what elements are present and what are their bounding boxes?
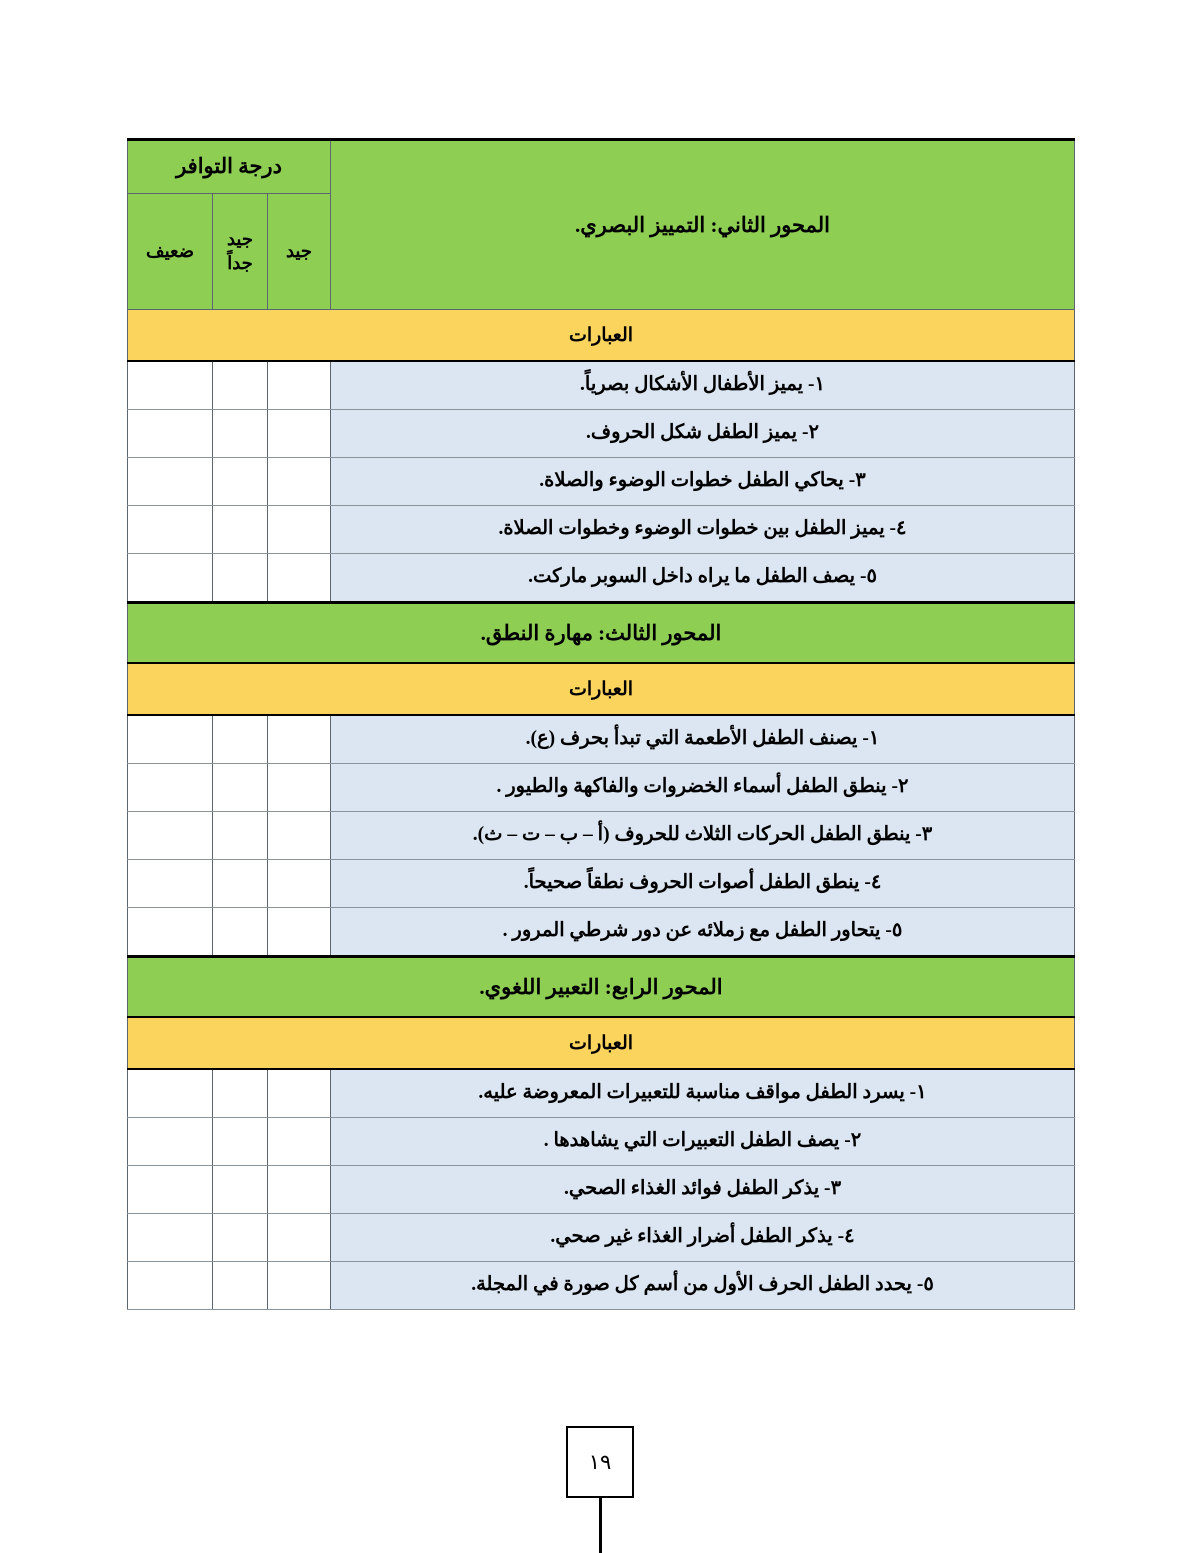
rating-mark-cell-1[interactable] [213, 764, 268, 812]
table-row [128, 764, 1075, 812]
statement-cell: ٤- ينطق الطفل أصوات الحروف نطقاً صحيحاً. [331, 860, 1075, 908]
items-band-label: العبارات [128, 310, 1075, 362]
statement-cell: ٣- ينطق الطفل الحركات الثلاث للحروف (أ – ب – ت – ث). [331, 812, 1075, 860]
rating-mark-cell-1[interactable] [213, 1166, 268, 1214]
items-band-row [128, 310, 1075, 362]
rating-mark-cell-0[interactable] [268, 1069, 331, 1118]
page-number-value: ١٩ [588, 1449, 612, 1474]
rating-mark-cell-0[interactable] [268, 1262, 331, 1310]
rating-column-header-1: جيد جداً [213, 194, 268, 310]
items-band-label: العبارات [128, 1017, 1075, 1069]
rating-mark-cell-0[interactable] [268, 410, 331, 458]
statement-cell: ٥- يتحاور الطفل مع زملائه عن دور شرطي المرور . [331, 908, 1075, 957]
table-row [128, 715, 1075, 764]
availability-header: درجة التوافر [128, 140, 331, 194]
items-band-label: العبارات [128, 663, 1075, 715]
rating-mark-cell-0[interactable] [268, 506, 331, 554]
rating-mark-cell-1[interactable] [213, 1118, 268, 1166]
rating-mark-cell-2[interactable] [128, 764, 213, 812]
rating-mark-cell-0[interactable] [268, 715, 331, 764]
statement-cell: ٤- يذكر الطفل أضرار الغذاء غير صحي. [331, 1214, 1075, 1262]
page-number-stem [599, 1498, 602, 1553]
table-row [128, 1166, 1075, 1214]
section-title: المحور الرابع: التعبير اللغوي. [128, 957, 1075, 1018]
rating-mark-cell-2[interactable] [128, 860, 213, 908]
rating-mark-cell-0[interactable] [268, 860, 331, 908]
rating-mark-cell-0[interactable] [268, 361, 331, 410]
table-row [128, 1118, 1075, 1166]
items-band-row [128, 663, 1075, 715]
rating-mark-cell-1[interactable] [213, 458, 268, 506]
table-row [128, 908, 1075, 957]
rating-mark-cell-0[interactable] [268, 908, 331, 957]
statement-cell: ١- يميز الأطفال الأشكال بصرياً. [331, 361, 1075, 410]
table-row [128, 1214, 1075, 1262]
statement-cell: ٤- يميز الطفل بين خطوات الوضوء وخطوات الصلاة. [331, 506, 1075, 554]
evaluation-table [127, 138, 1075, 1310]
statement-cell: ٢- ينطق الطفل أسماء الخضروات والفاكهة والطيور . [331, 764, 1075, 812]
section-title: المحور الثالث: مهارة النطق. [128, 603, 1075, 664]
statement-cell: ٥- يصف الطفل ما يراه داخل السوبر ماركت. [331, 554, 1075, 603]
section-band-row [128, 603, 1075, 664]
rating-mark-cell-1[interactable] [213, 1262, 268, 1310]
table-row [128, 506, 1075, 554]
rating-mark-cell-2[interactable] [128, 1214, 213, 1262]
rating-mark-cell-1[interactable] [213, 554, 268, 603]
section-band-row [128, 957, 1075, 1018]
rating-mark-cell-2[interactable] [128, 1262, 213, 1310]
rating-mark-cell-0[interactable] [268, 1214, 331, 1262]
axis-title-header: المحور الثاني: التمييز البصري. [331, 140, 1075, 310]
rating-mark-cell-2[interactable] [128, 506, 213, 554]
rating-mark-cell-1[interactable] [213, 860, 268, 908]
rating-mark-cell-1[interactable] [213, 1214, 268, 1262]
rating-mark-cell-2[interactable] [128, 715, 213, 764]
items-band-row [128, 1017, 1075, 1069]
page-number-box [566, 1426, 634, 1498]
rating-mark-cell-1[interactable] [213, 506, 268, 554]
table-row [128, 812, 1075, 860]
rating-mark-cell-1[interactable] [213, 812, 268, 860]
rating-mark-cell-2[interactable] [128, 554, 213, 603]
statement-cell: ٥- يحدد الطفل الحرف الأول من أسم كل صورة في المجلة. [331, 1262, 1075, 1310]
table-row [128, 410, 1075, 458]
rating-mark-cell-2[interactable] [128, 812, 213, 860]
rating-mark-cell-2[interactable] [128, 458, 213, 506]
rating-mark-cell-1[interactable] [213, 410, 268, 458]
statement-cell: ٢- يميز الطفل شكل الحروف. [331, 410, 1075, 458]
rating-mark-cell-1[interactable] [213, 361, 268, 410]
table-row [128, 1069, 1075, 1118]
rating-mark-cell-0[interactable] [268, 812, 331, 860]
table-row [128, 860, 1075, 908]
rating-mark-cell-2[interactable] [128, 908, 213, 957]
rating-mark-cell-2[interactable] [128, 1118, 213, 1166]
rating-mark-cell-1[interactable] [213, 1069, 268, 1118]
rating-mark-cell-2[interactable] [128, 1069, 213, 1118]
statement-cell: ٣- يذكر الطفل فوائد الغذاء الصحي. [331, 1166, 1075, 1214]
rating-mark-cell-0[interactable] [268, 1118, 331, 1166]
rating-mark-cell-2[interactable] [128, 1166, 213, 1214]
rating-mark-cell-1[interactable] [213, 715, 268, 764]
rating-mark-cell-2[interactable] [128, 410, 213, 458]
table-header-row-top [128, 140, 1075, 194]
page-number-footer [0, 1426, 1200, 1553]
rating-mark-cell-0[interactable] [268, 764, 331, 812]
table-row [128, 1262, 1075, 1310]
table-row [128, 361, 1075, 410]
table-row [128, 458, 1075, 506]
rating-mark-cell-1[interactable] [213, 908, 268, 957]
statement-cell: ١- يسرد الطفل مواقف مناسبة للتعبيرات المعروضة عليه. [331, 1069, 1075, 1118]
rating-mark-cell-0[interactable] [268, 1166, 331, 1214]
rating-mark-cell-2[interactable] [128, 361, 213, 410]
rating-column-header-2: ضعيف [128, 194, 213, 310]
rating-mark-cell-0[interactable] [268, 554, 331, 603]
table-row [128, 554, 1075, 603]
rating-mark-cell-0[interactable] [268, 458, 331, 506]
statement-cell: ٢- يصف الطفل التعبيرات التي يشاهدها . [331, 1118, 1075, 1166]
rating-column-header-0: جيد [268, 194, 331, 310]
statement-cell: ٣- يحاكي الطفل خطوات الوضوء والصلاة. [331, 458, 1075, 506]
statement-cell: ١- يصنف الطفل الأطعمة التي تبدأ بحرف (ع). [331, 715, 1075, 764]
